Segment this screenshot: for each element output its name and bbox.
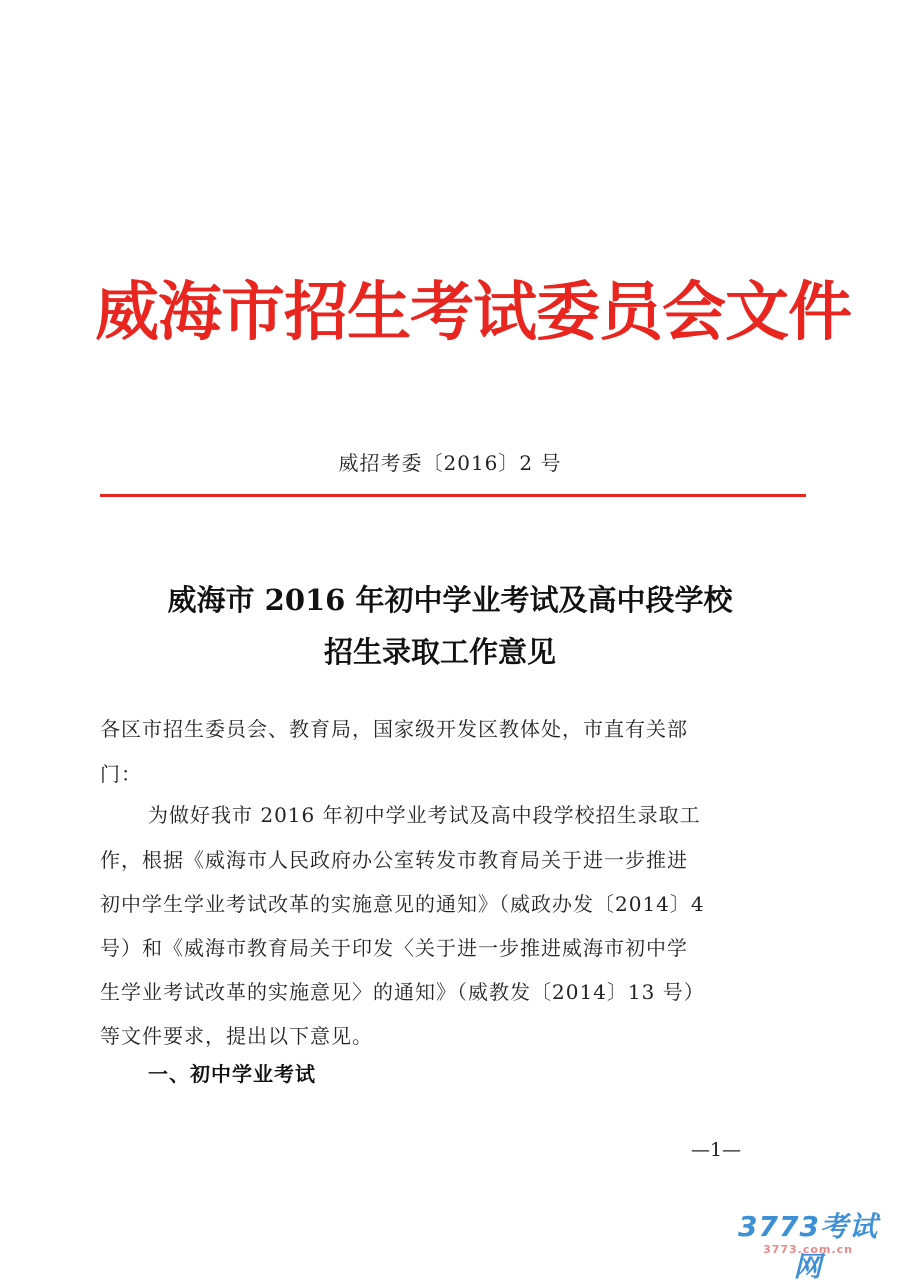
paragraph-line: 为做好我市 2016 年初中学业考试及高中段学校招生录取工	[148, 803, 701, 827]
watermark-brand: 3773考试网	[738, 1210, 878, 1283]
red-divider	[100, 494, 806, 497]
paragraph-line: 作，根据《威海市人民政府办公室转发市教育局关于进一步推进	[100, 848, 688, 872]
paragraph-line: 初中学生学业考试改革的实施意见的通知》（威政办发〔2014〕4	[100, 892, 705, 916]
addressee-line-1: 各区市招生委员会、教育局，国家级开发区教体处，市直有关部	[100, 717, 688, 741]
document-title-line-2: 招生录取工作意见	[323, 635, 556, 669]
addressee-line-2: 门：	[100, 762, 142, 786]
site-watermark	[728, 1205, 888, 1283]
paragraph-line: 号）和《威海市教育局关于印发〈关于进一步推进威海市初中学	[100, 936, 688, 960]
document-number: 威招考委〔2016〕2 号	[338, 451, 562, 475]
page-number: —1—	[690, 1139, 742, 1161]
watermark-url: 3773.com.cn	[763, 1243, 853, 1256]
section-heading: 一、初中学业考试	[148, 1062, 316, 1086]
paragraph-line: 等文件要求，提出以下意见。	[100, 1024, 373, 1048]
paragraph-line: 生学业考试改革的实施意见〉的通知》（威教发〔2014〕13 号）	[100, 980, 705, 1004]
masthead-title: 威海市招生考试委员会文件	[95, 275, 851, 350]
document-title-line-1: 威海市 2016 年初中学业考试及高中段学校	[167, 583, 733, 617]
